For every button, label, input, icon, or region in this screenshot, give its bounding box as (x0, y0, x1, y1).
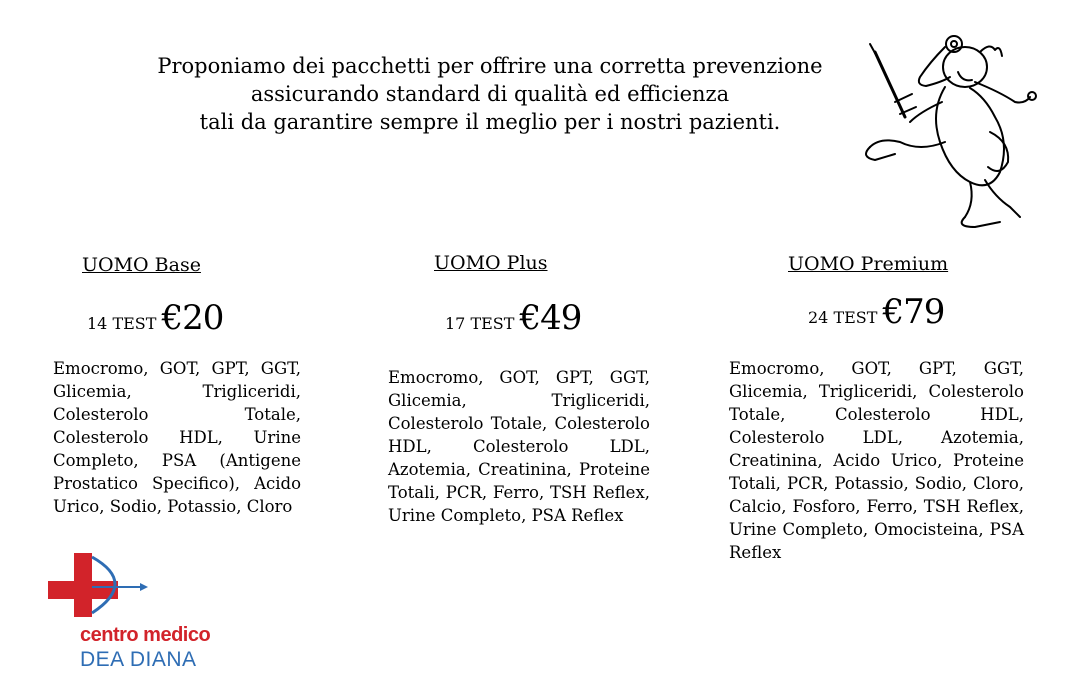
test-count: 14 TEST (87, 314, 157, 333)
test-count: 17 TEST (445, 314, 515, 333)
logo-subname: DEA DIANA (80, 648, 197, 671)
package-title: UOMO Plus (434, 252, 548, 274)
doctor-with-syringe-icon (850, 22, 1040, 232)
package-title: UOMO Premium (788, 253, 949, 275)
intro-line-1: Proponiamo dei pacchetti per offrire una corretta prevenzione (157, 54, 823, 78)
test-list: Emocromo, GOT, GPT, GGT, Glicemia, Trigliceridi, Colesterolo Totale, Colesterolo HDL, Colesterolo LDL, Azotemia, Creatinina, Acido Urico, Proteine Totali, PCR, Potassio, Sodio, Cloro, Calcio, Fosforo, Ferro, TSH Reflex, Urine Completo, Omocisteina, PSA Reflex (729, 359, 1024, 562)
intro-line-3: tali da garantire sempre il meglio per i nostri pazienti. (199, 110, 781, 134)
intro-text (110, 52, 870, 136)
package-title: UOMO Base (82, 254, 201, 276)
price-line (808, 292, 944, 332)
price: €79 (882, 292, 945, 332)
test-list: Emocromo, GOT, GPT, GGT, Glicemia, Trigliceridi, Colesterolo Totale, Colesterolo HDL, Colesterolo LDL, Azotemia, Creatinina, Proteine Totali, PCR, Ferro, TSH Reflex, Urine Completo, PSA Reflex (388, 368, 650, 525)
test-list: Emocromo, GOT, GPT, GGT, Glicemia, Trigliceridi, Colesterolo Totale, Colesterolo HDL, Urine Completo, PSA (Antigene Prostatico Specifico), Acido Urico, Sodio, Potassio, Cloro (53, 359, 301, 516)
price-line (445, 298, 581, 338)
price: €49 (519, 298, 582, 338)
test-count: 24 TEST (808, 308, 878, 327)
price-line (87, 298, 223, 338)
logo-name: centro medico (80, 624, 211, 646)
price: €20 (161, 298, 224, 338)
intro-line-2: assicurando standard di qualità ed efficienza (250, 82, 730, 106)
